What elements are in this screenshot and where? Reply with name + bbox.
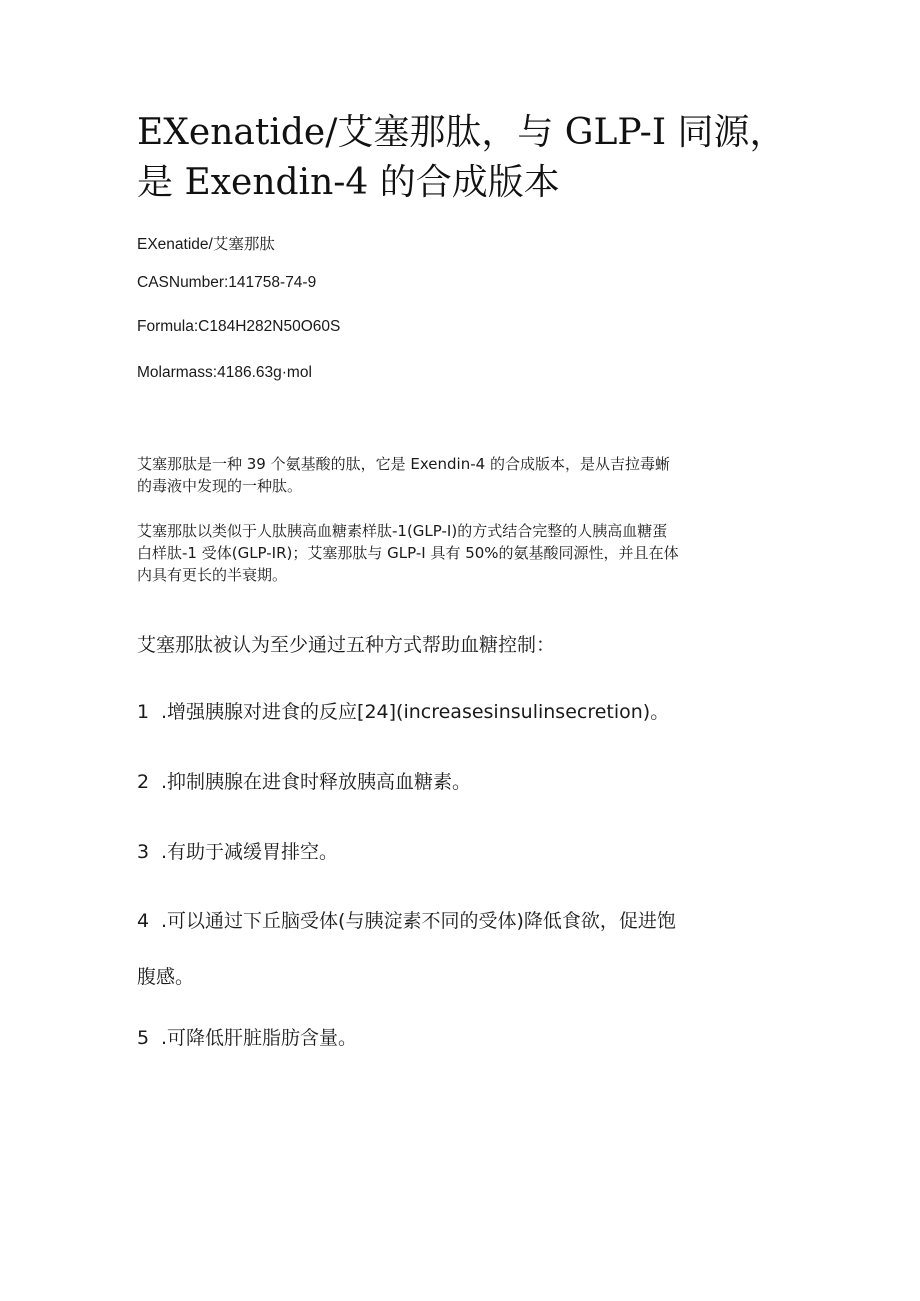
list-text: .抑制胰腺在进食时释放胰高血糖素。: [161, 771, 472, 793]
paragraph-line: 的毒液中发现的一种肽。: [137, 477, 303, 495]
title-line: EXenatide/艾塞那肽，与 GLP-I 同源，: [137, 112, 786, 153]
list-text: .可以通过下丘脑受体(与胰淀素不同的受体)降低食欲，促进饱: [161, 910, 676, 932]
paragraph-line: 艾塞那肽是一种 39 个氨基酸的肽，它是 Exendin-4 的合成版本，是从吉拉毒蜥: [137, 455, 670, 473]
list-number: 2: [137, 771, 150, 793]
paragraph: [137, 453, 787, 497]
title-line: 是 Exendin-4 的合成版本: [137, 162, 560, 203]
list-item: [137, 684, 777, 740]
list-item: [137, 754, 777, 810]
cas-number: CASNumber:141758-74-9: [137, 274, 317, 291]
list-text: .有助于减缓胃排空。: [161, 841, 339, 863]
list-number: 5: [137, 1027, 150, 1049]
list-text-continuation: 腹感。: [137, 966, 195, 988]
lead-sentence: 艾塞那肽被认为至少通过五种方式帮助血糖控制：: [137, 634, 556, 656]
list-number: 3: [137, 841, 150, 863]
compound-name: EXenatide/艾塞那肽: [137, 236, 275, 253]
list-item: [137, 1010, 777, 1066]
document-title: [137, 108, 837, 208]
list-item: [137, 893, 777, 1005]
list-text: .增强胰腺对进食的反应[24](increasesinsulinsecretion)。: [161, 701, 670, 723]
molar-mass: Molarmass:4186.63g·mol: [137, 364, 312, 381]
paragraph: [137, 520, 787, 586]
list-number: 4: [137, 910, 150, 932]
list-item: [137, 824, 777, 880]
paragraph-line: 内具有更长的半衰期。: [137, 566, 288, 584]
list-text: .可降低肝脏脂肪含量。: [161, 1027, 358, 1049]
paragraph-line: 白样肽-1 受体(GLP-IR)；艾塞那肽与 GLP-I 具有 50%的氨基酸同源性，并且在体: [137, 544, 679, 562]
formula: Formula:C184H282N50O60S: [137, 318, 341, 335]
paragraph-line: 艾塞那肽以类似于人肽胰高血糖素样肽-1(GLP-I)的方式结合完整的人胰高血糖蛋: [137, 522, 668, 540]
list-number: 1: [137, 701, 150, 723]
